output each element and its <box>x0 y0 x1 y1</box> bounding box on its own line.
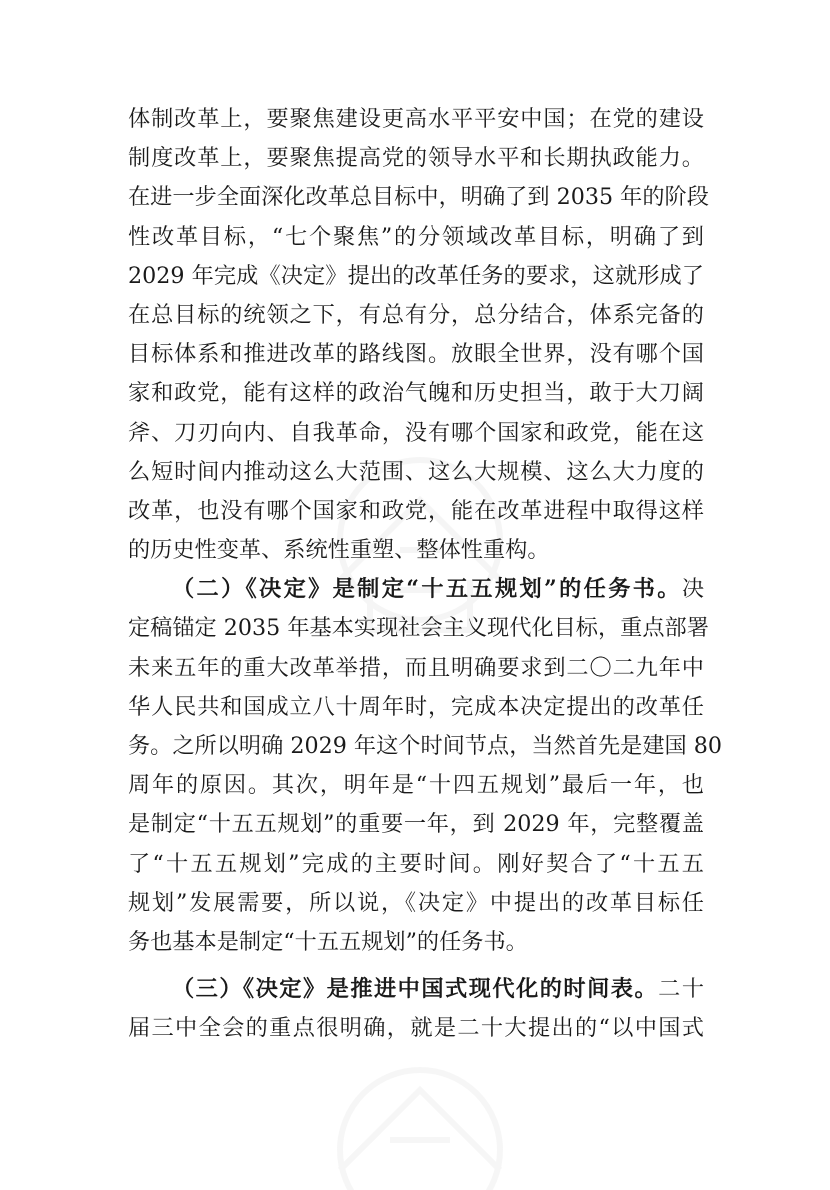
text-line <box>128 970 704 1009</box>
text-line: 务也基本是制定“十五五规划”的任务书。 <box>128 928 528 955</box>
section-heading: （二）《决定》是制定“十五五规划”的任务书。 <box>172 576 682 603</box>
text-line <box>128 570 704 609</box>
paragraph-2 <box>128 570 722 962</box>
text-line: 了“十五五规划”完成的主要时间。刚好契合了“十五五 <box>128 850 704 877</box>
text-line: 改革，也没有哪个国家和政党，能在改革进程中取得这样 <box>128 497 704 524</box>
paragraph-3 <box>128 970 704 1048</box>
text-line: 未来五年的重大改革举措，而且明确要求到二〇二九年中 <box>128 654 704 681</box>
text-line: 届三中全会的重点很明确，就是二十大提出的“以中国式 <box>128 1015 704 1042</box>
text-line: 在进一步全面深化改革总目标中，明确了到 2035 年的阶段 <box>128 184 709 211</box>
text-line: 性改革目标，“七个聚焦”的分领域改革目标，明确了到 <box>128 223 704 250</box>
text-run: 决 <box>681 576 704 603</box>
text-line: 体制改革上，要聚焦建设更高水平平安中国；在党的建设 <box>128 106 704 132</box>
text-line: 华人民共和国成立八十周年时，完成本决定提出的改革任 <box>128 693 704 720</box>
paragraph-gap <box>128 962 704 970</box>
text-line: 规划”发展需要，所以说，《决定》中提出的改革目标任 <box>128 889 704 916</box>
text-line: 2029 年完成《决定》提出的改革任务的要求，这就形成了 <box>128 262 704 289</box>
text-line: 周年的原因。其次，明年是“十四五规划”最后一年，也 <box>128 772 704 799</box>
text-line: 制度改革上，要聚焦提高党的领导水平和长期执政能力。 <box>128 145 704 172</box>
text-line: 定稿锚定 2035 年基本实现社会主义现代化目标，重点部署 <box>128 615 709 642</box>
document-body <box>128 100 722 1049</box>
text-line: 在总目标的统领之下，有总有分，总分结合，体系完备的 <box>128 301 704 328</box>
text-line: 的历史性变革、系统性重塑、整体性重构。 <box>128 537 550 564</box>
paragraph-1 <box>128 100 709 570</box>
text-line: 么短时间内推动这么大范围、这么大规模、这么大力度的 <box>128 458 704 485</box>
watermark-logo-bottom <box>300 1030 540 1190</box>
text-line: 斧、刀刃向内、自我革命，没有哪个国家和政党，能在这 <box>128 419 704 446</box>
section-heading: （三）《决定》是推进中国式现代化的时间表。 <box>172 976 659 1003</box>
text-line: 家和政党，能有这样的政治气魄和历史担当，敢于大刀阔 <box>128 380 704 407</box>
text-line: 务。之所以明确 2029 年这个时间节点，当然首先是建国 80 <box>128 733 722 759</box>
text-run: 二十 <box>658 976 705 1003</box>
text-line: 目标体系和推进改革的路线图。放眼全世界，没有哪个国 <box>128 341 704 368</box>
text-line: 是制定“十五五规划”的重要一年，到 2029 年，完整覆盖 <box>128 811 704 838</box>
